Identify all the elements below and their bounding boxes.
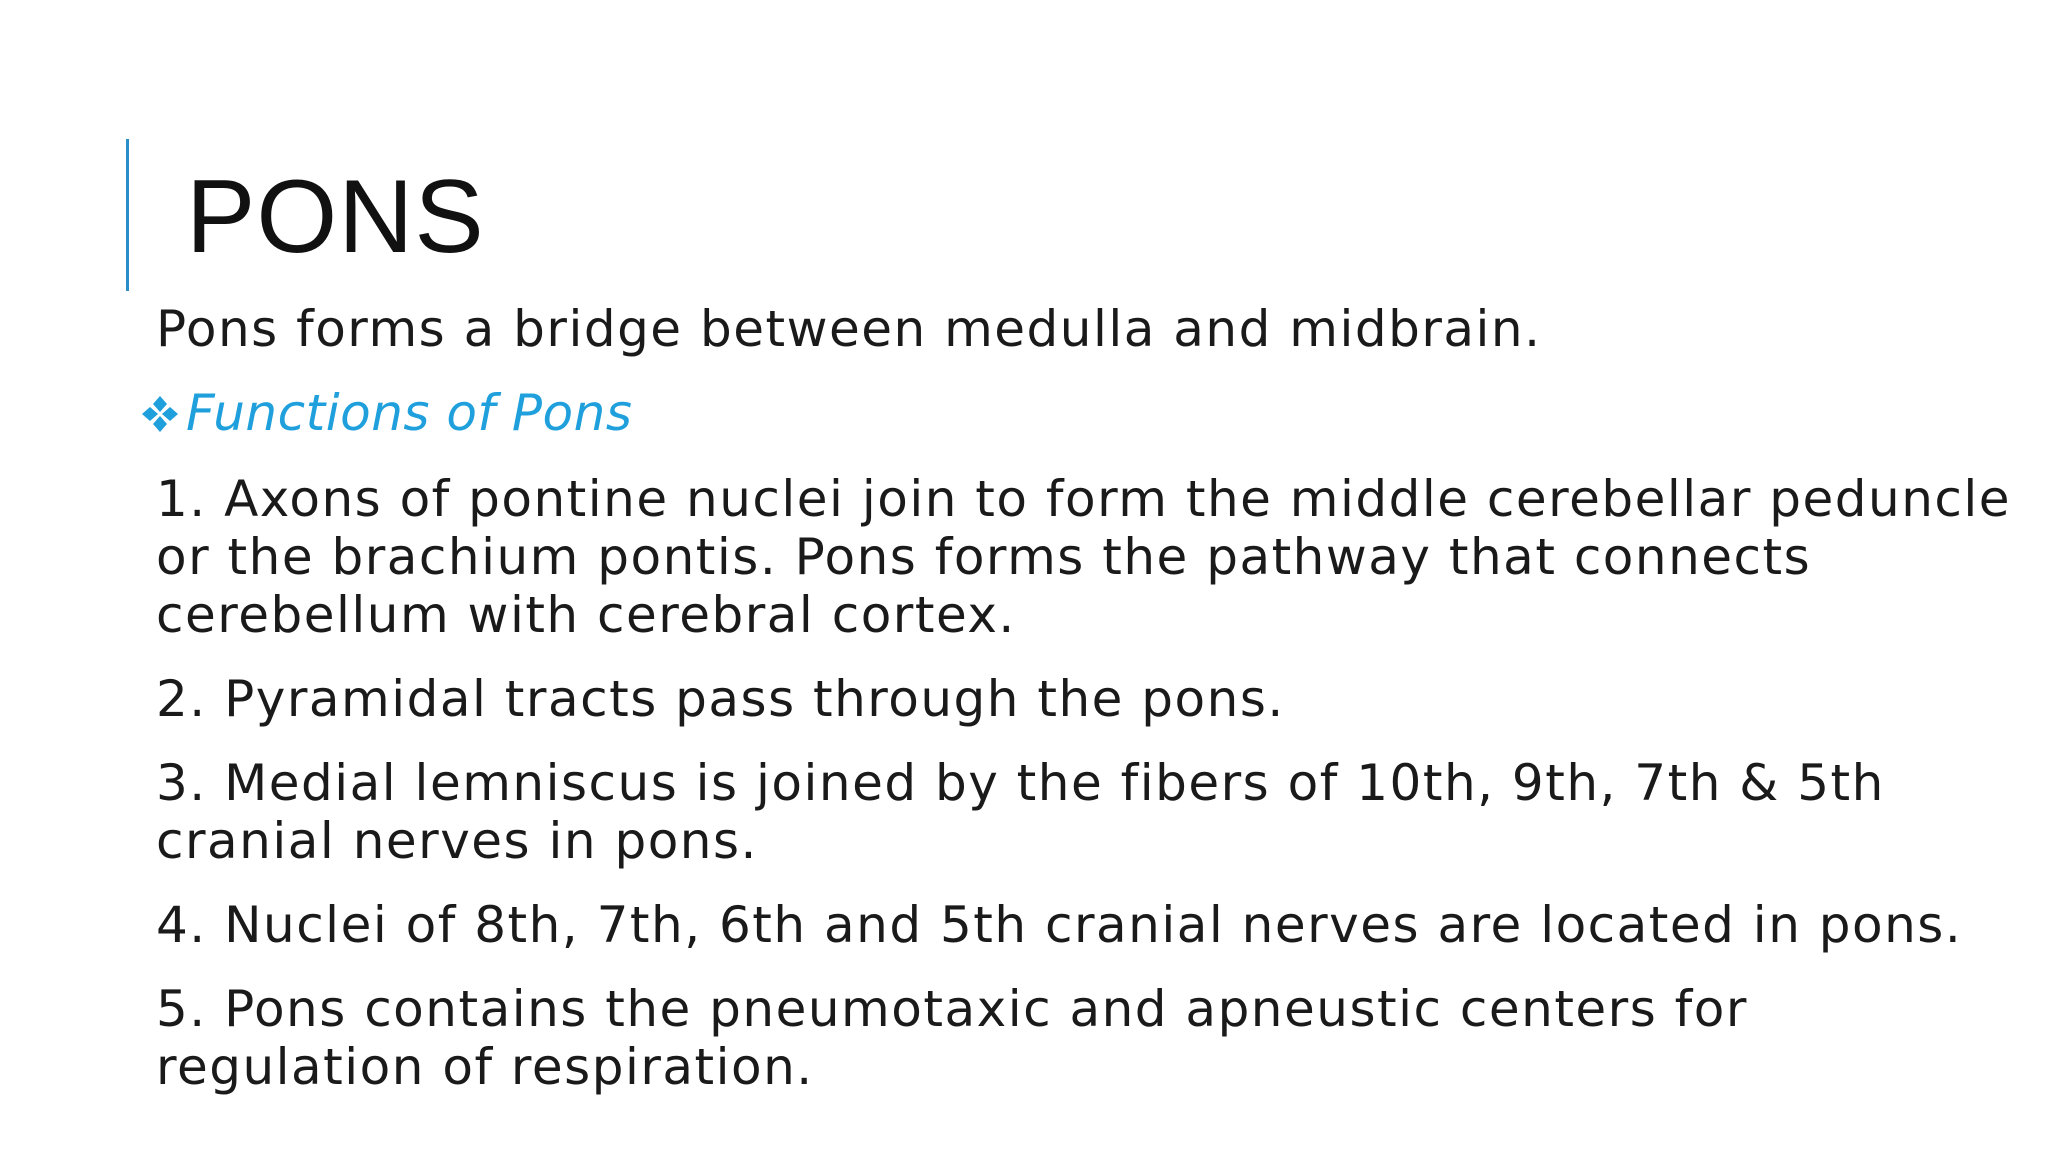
intro-text: Pons forms a bridge between medulla and midbrain. bbox=[156, 300, 1542, 358]
slide-title: PONS bbox=[186, 159, 485, 275]
list-item: 1. Axons of pontine nuclei join to form the middle cerebellar peduncle or the brachium pontis. Pons forms the pathway that connects cerebellum with cerebral cortex. bbox=[156, 470, 2012, 644]
four-diamond-bullet-icon bbox=[140, 388, 180, 428]
list-item: 3. Medial lemniscus is joined by the fibers of 10th, 9th, 7th & 5th cranial nerves in pons. bbox=[156, 754, 1885, 870]
list-item: 4. Nuclei of 8th, 7th, 6th and 5th cranial nerves are located in pons. bbox=[156, 896, 1963, 954]
title-accent-bar bbox=[126, 139, 129, 291]
list-item: 2. Pyramidal tracts pass through the pons. bbox=[156, 670, 1285, 728]
list-item: 5. Pons contains the pneumotaxic and apneustic centers for regulation of respiration. bbox=[156, 980, 1748, 1096]
slide-body bbox=[156, 300, 2016, 1096]
functions-list bbox=[156, 470, 2016, 1096]
subheading-label: Functions of Pons bbox=[186, 384, 633, 442]
functions-subheading bbox=[140, 384, 2016, 442]
